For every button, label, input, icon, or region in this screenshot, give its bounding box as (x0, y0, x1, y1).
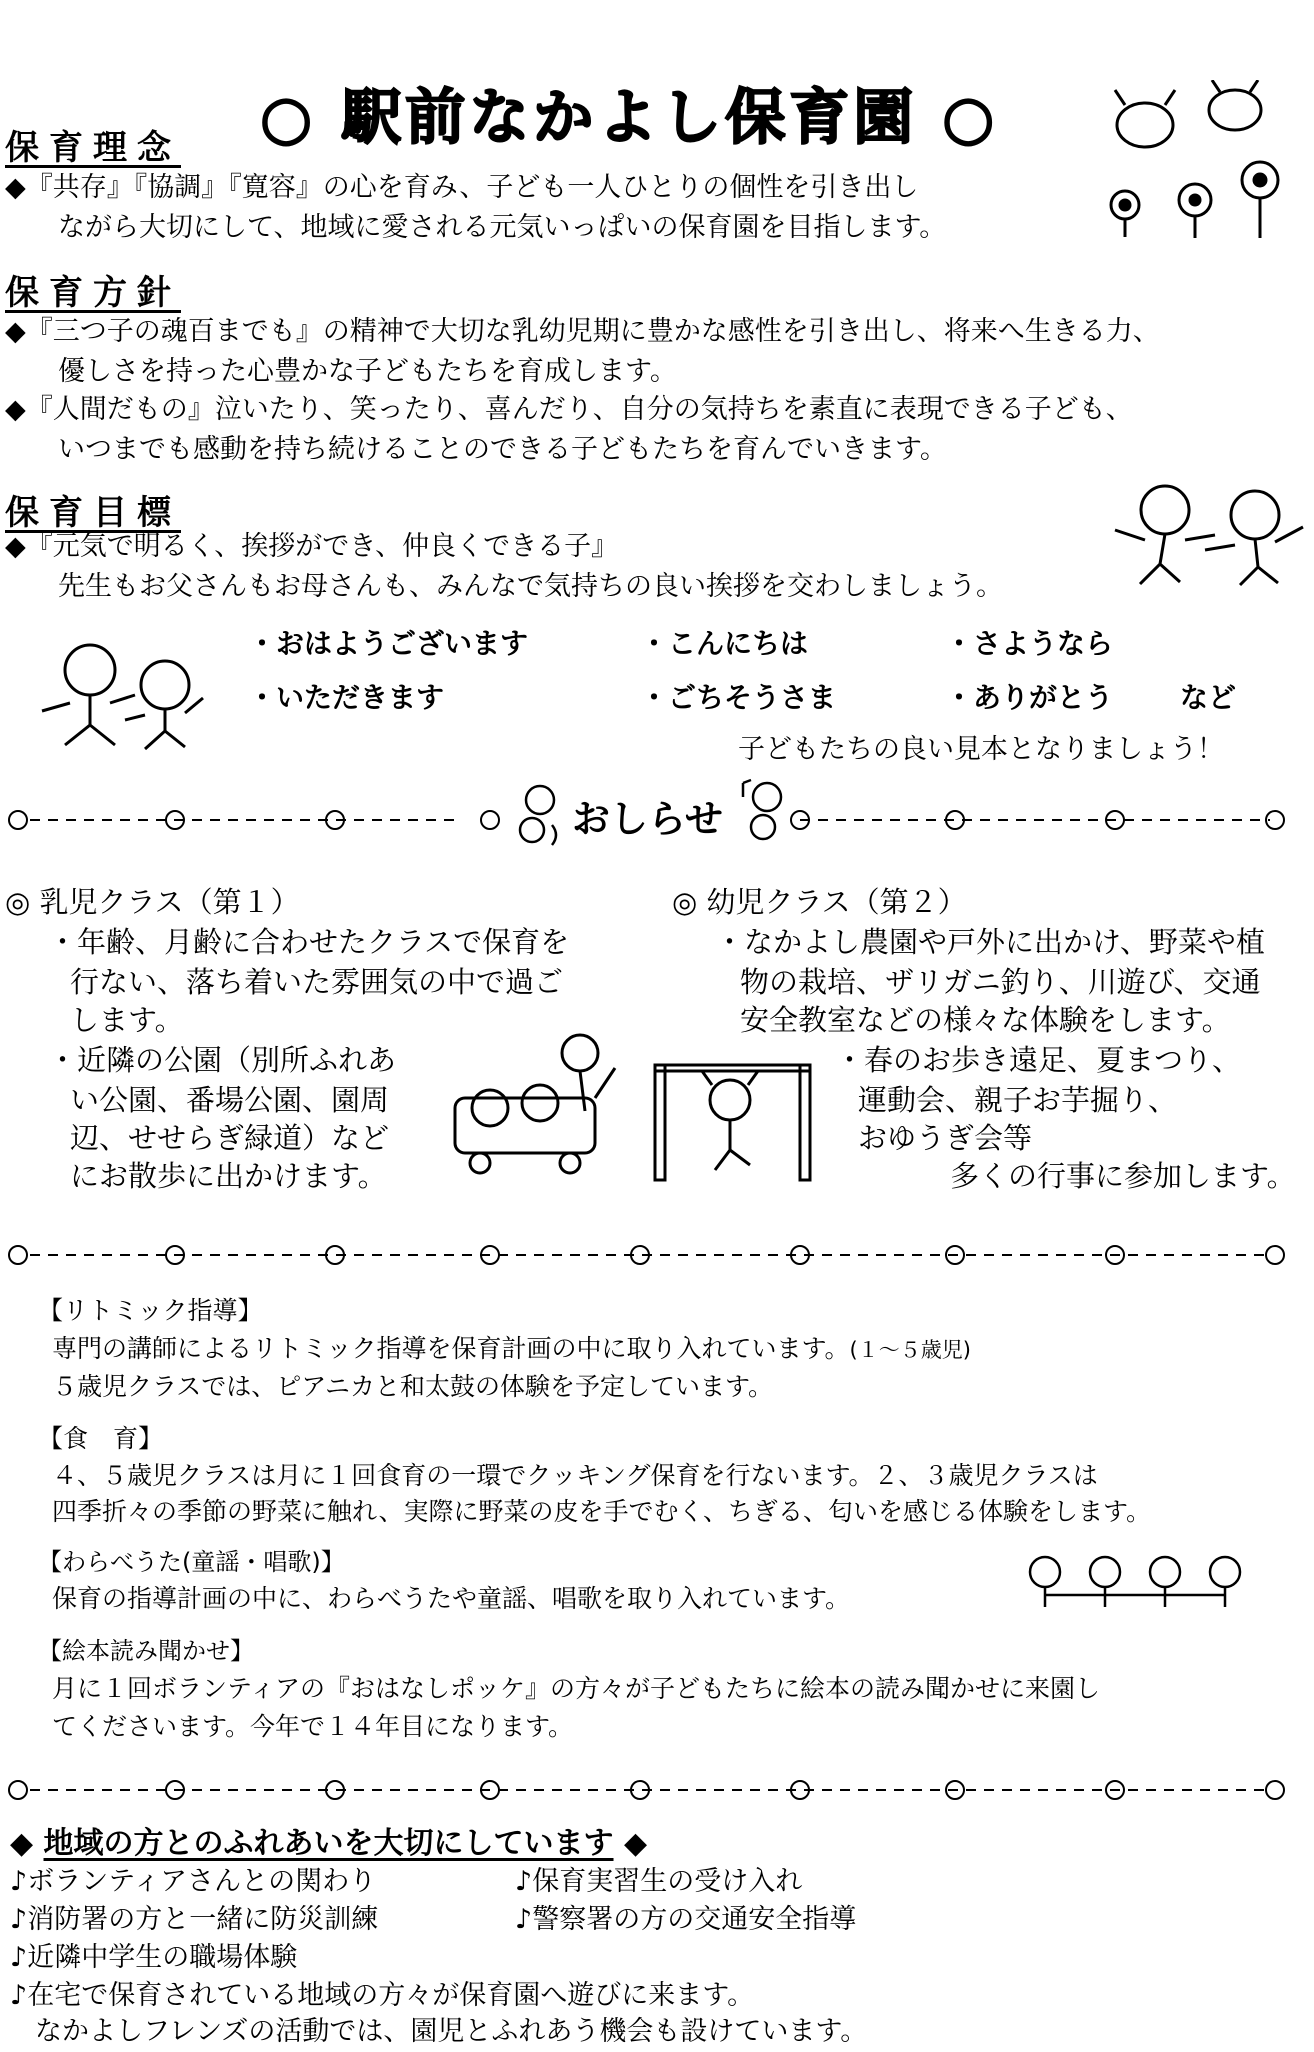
picturebook-line-1: 月に１回ボランティアの『おはなしポッケ』の方々が子どもたちに絵本の読み聞かせに来園し (52, 1674, 1101, 1703)
policy-item1-line2: 優しさを持った心豊かな子どもたちを育成します。 (58, 356, 677, 387)
picturebook-heading: 【絵本読み聞かせ】 (38, 1637, 254, 1665)
infant-b2-line2: い公園、番場公園、園周 (70, 1083, 390, 1117)
rhythmic-line-1 (52, 1330, 971, 1369)
toddler-b1-line2: 物の栽培、ザリガニ釣り、川遊び、交通 (740, 965, 1261, 999)
greeting-goodbye: ・さようなら (945, 627, 1114, 660)
toddler-b2-line1: ・春のお歩き遠足、夏まつり、 (835, 1043, 1242, 1077)
food-line-1: ４、５歳児クラスは月に１回食育の一環でクッキング保育を行ないます。２、３歳児クラスは (52, 1461, 1098, 1490)
rhythmic-line-2: ５歳児クラスでは、ピアニカと和太鼓の体験を予定しています。 (52, 1372, 774, 1401)
children-playing-illustration (1105, 470, 1310, 590)
toddler-b2-line3: おゆうぎ会等 (858, 1121, 1033, 1155)
infant-b2-line1: ・近隣の公園（別所ふれあ (48, 1043, 397, 1077)
child-on-bar-illustration (650, 1055, 815, 1185)
toddler-b2-line2: 運動会、親子お芋掘り、 (858, 1083, 1178, 1117)
goals-closing: 子どもたちの良い見本となりましょう！ (738, 734, 1224, 765)
music-kids-icon (735, 775, 795, 845)
community-item-trainees: ♪保育実習生の受け入れ (515, 1866, 803, 1897)
community-heading-suffix: ◆ (613, 1826, 648, 1861)
infant-b2-line3: 辺、せせらぎ緑道）など (70, 1121, 390, 1155)
greeting-arigatou: ・ありがとう (945, 681, 1114, 714)
philosophy-line-2: ながら大切にして、地域に愛される元気いっぱいの保育園を目指します。 (58, 212, 947, 243)
page-title: ○ 駅前なかよし保育園 ○ (260, 83, 999, 153)
community-heading-row (10, 1818, 647, 1862)
infant-b1-line3: します。 (70, 1003, 184, 1037)
community-heading-prefix: ◆ (10, 1826, 44, 1861)
community-last-line-2: なかよしフレンズの活動では、園児とふれあう機会も設けています。 (35, 2016, 868, 2047)
community-last-line-1: ♪在宅で保育されている地域の方々が保育園へ遊びに来ます。 (10, 1980, 755, 2011)
infant-class-heading: ◎ 乳児クラス（第１） (5, 885, 300, 919)
greeting-itadakimasu: ・いただきます (248, 681, 445, 714)
children-greeting-illustration (35, 625, 205, 755)
toddler-b2-line4: 多くの行事に参加します。 (950, 1159, 1296, 1193)
community-item-volunteers: ♪ボランティアさんとの関わり (10, 1866, 377, 1897)
greeting-gochisousama: ・ごちそうさま (640, 681, 837, 714)
community-item-fire-drill: ♪消防署の方と一緒に防災訓練 (10, 1904, 379, 1935)
goals-line-2: 先生もお父さんもお母さんも、みんなで気持ちの良い挨拶を交わしましょう。 (58, 571, 1003, 602)
goals-line-1: ◆『元気で明るく、挨拶ができ、仲良くできる子』 (5, 531, 619, 562)
infant-b2-line4: にお散歩に出かけます。 (70, 1159, 387, 1193)
community-item-traffic-safety: ♪警察署の方の交通安全指導 (515, 1904, 857, 1935)
community-heading: 地域の方とのふれあいを大切にしています (43, 1826, 614, 1861)
flower-divider-3 (0, 1775, 1314, 1805)
flower-kids-icon (510, 780, 570, 850)
warabeuta-line-1: 保育の指導計画の中に、わらべうたや童謡、唱歌を取り入れています。 (52, 1584, 851, 1613)
philosophy-heading: 保育理念 (5, 128, 181, 168)
greeting-etc: など (1180, 681, 1237, 714)
warabeuta-heading: 【わらべうた(童謡・唱歌)】 (38, 1548, 345, 1576)
toddler-b1-line1: ・なかよし農園や戸外に出かけ、野菜や植 (715, 925, 1265, 959)
policy-item2-line1: ◆『人間だもの』泣いたり、笑ったり、喜んだり、自分の気持ちを素直に表現できる子ども、 (5, 394, 1133, 425)
rhythmic-heading: 【リトミック指導】 (38, 1296, 263, 1325)
infant-b1-line1: ・年齢、月齢に合わせたクラスで保育を (48, 925, 570, 959)
policy-item1-line1: ◆『三つ子の魂百までも』の精神で大切な乳幼児期に豊かな感性を引き出し、将来へ生きる力、 (5, 316, 1160, 347)
toddler-class-heading: ◎ 幼児クラス（第２） (672, 885, 967, 919)
kids-holding-hands-illustration (1015, 1550, 1255, 1620)
policy-item2-line2: いつまでも感動を持ち続けることのできる子どもたちを育んでいきます。 (58, 434, 947, 465)
bees-and-flowers-illustration (1085, 80, 1295, 240)
flower-divider-2 (0, 1240, 1314, 1270)
stroller-babies-illustration (445, 1028, 625, 1178)
notice-title: おしらせ (572, 797, 723, 841)
philosophy-line-1: ◆『共存』『協調』『寛容』の心を育み、子ども一人ひとりの個性を引き出し (5, 172, 919, 203)
policy-heading: 保育方針 (5, 273, 181, 313)
community-item-work-experience: ♪近隣中学生の職場体験 (10, 1942, 298, 1973)
food-heading: 【食 育】 (38, 1424, 164, 1453)
food-line-2: 四季折々の季節の野菜に触れ、実際に野菜の皮を手でむく、ちぎる、匂いを感じる体験をします。 (52, 1497, 1152, 1526)
rhythmic-line-1-text: 専門の講師によるリトミック指導を保育計画の中に取り入れています。 (52, 1334, 850, 1363)
picturebook-line-2: てくださいます。今年で１４年目になります。 (52, 1712, 574, 1741)
goals-heading: 保育目標 (5, 493, 181, 533)
toddler-b1-line3: 安全教室などの様々な体験をします。 (740, 1003, 1231, 1037)
greeting-good-morning: ・おはようございます (248, 627, 529, 660)
rhythmic-age-note: (１～５歳児) (849, 1338, 971, 1362)
infant-b1-line2: 行ない、落ち着いた雰囲気の中で過ご (70, 965, 564, 999)
greeting-hello: ・こんにちは (640, 627, 809, 660)
